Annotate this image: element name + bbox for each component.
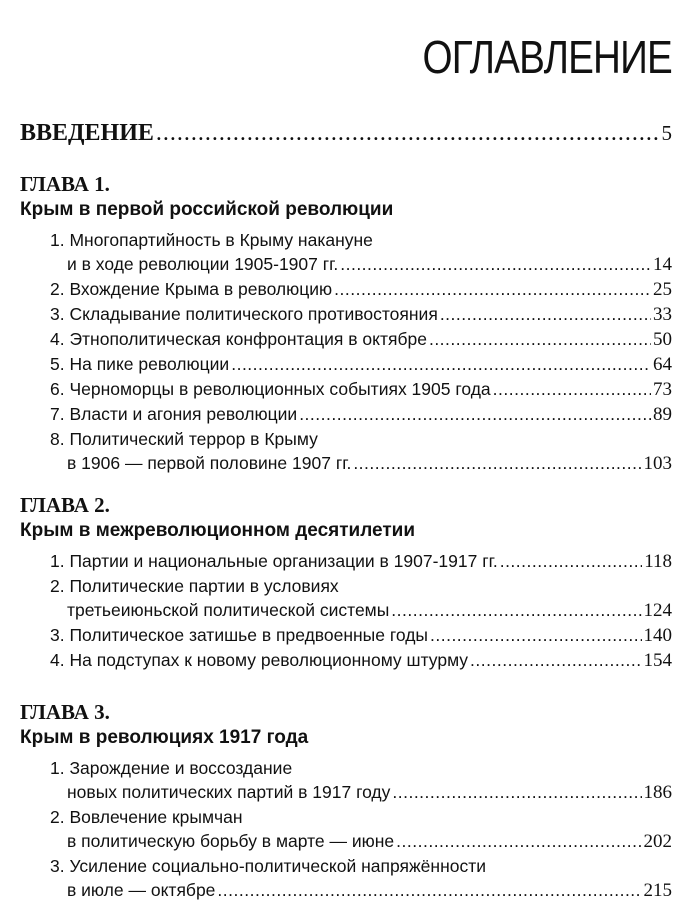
chapter-2: [20, 493, 672, 673]
toc-entry-text: третьеиюньской политической системы: [67, 600, 390, 620]
toc-page-number: 89: [653, 404, 672, 425]
toc-entry-text: в политическую борьбу в марте — июне: [67, 831, 395, 851]
toc-entry-text: 6. Черноморцы в революционных событиях 1905 года: [50, 379, 491, 399]
toc-page-number: 14: [653, 254, 672, 275]
toc-entry[interactable]: [50, 302, 672, 327]
chapter-title: Крым в революциях 1917 года: [20, 727, 309, 748]
toc-page-number: 154: [643, 650, 672, 671]
toc-entry-text: 4. Этнополитическая конфронтация в октябре: [50, 329, 427, 349]
toc-entry-text: 8. Политический террор в Крыму: [50, 429, 318, 449]
toc-entry-text: 2. Политические партии в условиях: [50, 576, 339, 596]
toc-entry[interactable]: [50, 574, 672, 623]
toc-page-number: 64: [653, 354, 672, 375]
toc-entry[interactable]: [50, 549, 672, 574]
chapter-1: [20, 172, 672, 476]
toc-entry[interactable]: [50, 623, 672, 648]
page-title: ОГЛАВЛЕНИЕ: [422, 31, 672, 83]
toc-entry-text: 7. Власти и агония революции: [50, 404, 298, 424]
toc-entry-text: 3. Усиление социально-политической напряжённости: [50, 856, 487, 876]
toc-entry-introduction[interactable]: [20, 120, 672, 147]
dot-leader: [156, 120, 660, 147]
toc-entry-text: в 1906 — первой половине 1907 гг.: [67, 453, 352, 473]
dot-leader: [392, 780, 641, 804]
dot-leader: [299, 402, 651, 426]
dot-leader: [493, 377, 651, 401]
toc-entry[interactable]: [50, 377, 672, 402]
toc-entry[interactable]: [50, 805, 672, 854]
dot-leader: [231, 352, 651, 376]
dot-leader: [470, 648, 641, 672]
toc-page-number: 118: [644, 551, 672, 572]
dot-leader: [396, 829, 641, 853]
dot-leader: [353, 451, 641, 475]
dot-leader: [340, 252, 651, 276]
toc-entry-text: 5. На пике революции: [50, 354, 230, 374]
chapter-number: ГЛАВА 2.: [20, 493, 110, 517]
toc-entry[interactable]: [50, 277, 672, 302]
toc-entry[interactable]: [50, 402, 672, 427]
chapter-3: [20, 700, 672, 903]
chapter-title: Крым в первой российской революции: [20, 199, 394, 220]
toc-page-number: 140: [643, 625, 672, 646]
toc-entry-text: в июле — октябре: [67, 880, 216, 900]
toc-entry-text: 1. Партии и национальные организации в 1907-1917 гг.: [50, 551, 498, 571]
toc-entry-text: 4. На подступах к новому революционному штурму: [50, 650, 469, 670]
toc-page-number: 202: [643, 831, 672, 852]
chapter-number: ГЛАВА 1.: [20, 172, 110, 196]
toc-entry[interactable]: [50, 756, 672, 805]
dot-leader: [334, 277, 651, 301]
toc-entry-text: 3. Политическое затишье в предвоенные годы: [50, 625, 428, 645]
toc-entry[interactable]: [50, 228, 672, 277]
toc-entry-text: 3. Складывание политического противостояния: [50, 304, 438, 324]
toc-page-number: 124: [643, 600, 672, 621]
dot-leader: [440, 302, 651, 326]
toc-page-number: 215: [643, 880, 672, 901]
chapter-title: Крым в межреволюционном десятилетии: [20, 520, 416, 541]
toc-entry[interactable]: [50, 427, 672, 476]
toc-entry-text: 1. Многопартийность в Крыму накануне: [50, 230, 373, 250]
toc-entry-text: новых политических партий в 1917 году: [67, 782, 391, 802]
toc-page-number: 186: [643, 782, 672, 803]
toc-entry-text: 2. Вхождение Крыма в революцию: [50, 279, 333, 299]
toc-entry-text: и в ходе революции 1905-1907 гг.: [67, 254, 339, 274]
toc-page-number: 50: [653, 329, 672, 350]
toc-page-number: 33: [653, 304, 672, 325]
toc-entry-text: 1. Зарождение и воссоздание: [50, 758, 293, 778]
toc-entry-text: 2. Вовлечение крымчан: [50, 807, 243, 827]
toc-entry[interactable]: [50, 327, 672, 352]
dot-leader: [217, 878, 641, 902]
toc-page-number: 73: [653, 379, 672, 400]
toc-page-number: 25: [653, 279, 672, 300]
toc-page-number: 103: [643, 453, 672, 474]
dot-leader: [430, 623, 642, 647]
toc-entry[interactable]: [50, 648, 672, 673]
chapter-number: ГЛАВА 3.: [20, 700, 110, 724]
toc-entry[interactable]: [50, 352, 672, 377]
introduction-label: ВВЕДЕНИЕ: [20, 120, 154, 146]
dot-leader: [391, 598, 641, 622]
introduction-page-number: 5: [661, 121, 672, 145]
dot-leader: [500, 549, 643, 573]
toc-entry[interactable]: [50, 854, 672, 903]
dot-leader: [429, 327, 651, 351]
